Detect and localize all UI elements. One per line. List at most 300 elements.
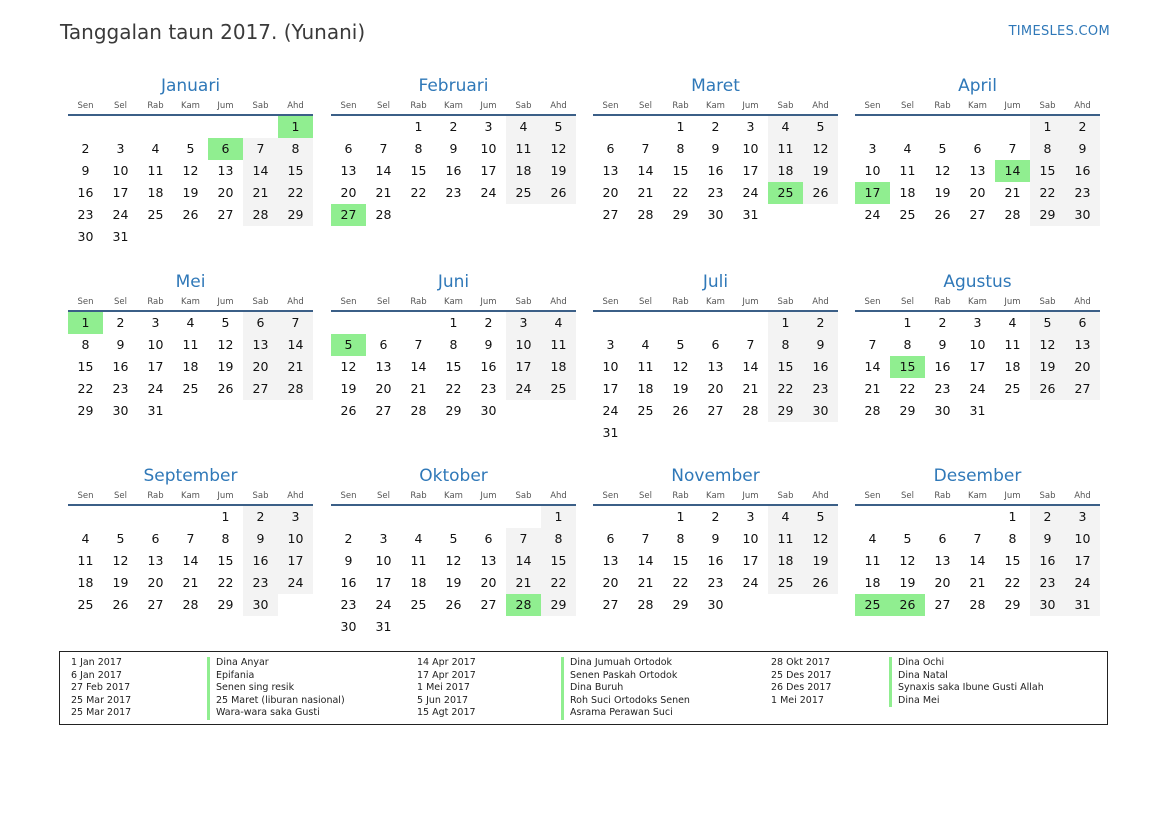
weekday-header: Kam <box>698 98 733 116</box>
weekday-header: Sen <box>855 294 890 312</box>
day-cell: 7 <box>414 337 423 352</box>
day-cell: 25 <box>768 572 803 594</box>
weekday-header: Kam <box>960 488 995 506</box>
day-cell: 9 <box>243 528 278 550</box>
day-cell: 1 <box>903 315 912 330</box>
day-cell: 23 <box>707 575 724 590</box>
empty-cell <box>890 506 925 528</box>
day-cell: 3 <box>116 141 125 156</box>
day-cell: 4 <box>768 506 803 528</box>
empty-cell <box>471 506 506 528</box>
day-cell: 23 <box>480 381 497 396</box>
day-cell: 29 <box>278 204 313 226</box>
day-cell: 6 <box>973 141 982 156</box>
day-cell: 21 <box>506 572 541 594</box>
day-cell: 29 <box>1004 597 1021 612</box>
weekday-header: Rab <box>663 294 698 312</box>
empty-cell <box>103 116 138 138</box>
day-cell: 6 <box>344 141 353 156</box>
month-name: November <box>671 466 760 486</box>
day-cell: 25 <box>637 403 654 418</box>
day-cell: 15 <box>768 356 803 378</box>
day-cell: 13 <box>934 553 951 568</box>
day-cell: 31 <box>112 229 129 244</box>
day-cell: 8 <box>676 531 685 546</box>
weekday-header: Ahd <box>541 488 576 506</box>
day-cell: 4 <box>151 141 160 156</box>
day-cell: 7 <box>379 141 388 156</box>
day-cell: 22 <box>672 575 689 590</box>
empty-cell <box>173 116 208 138</box>
day-cell: 2 <box>484 315 493 330</box>
day-cell: 21 <box>864 381 881 396</box>
weekday-header: Kam <box>173 98 208 116</box>
day-cell: 12 <box>803 138 838 160</box>
day-cell: 26 <box>340 403 357 418</box>
holiday-date: 17 Apr 2017 <box>417 669 476 681</box>
day-cell: 6 <box>243 312 278 334</box>
day-cell: 24 <box>602 403 619 418</box>
day-cell: 11 <box>182 337 199 352</box>
day-cell: 11 <box>77 553 94 568</box>
day-cell: 30 <box>1065 204 1100 226</box>
empty-cell <box>855 116 890 138</box>
day-cell: 15 <box>445 359 462 374</box>
holiday-name: Synaxis saka Ibune Gusti Allah <box>889 682 1044 695</box>
empty-cell <box>855 312 890 334</box>
weekday-header: Sel <box>890 294 925 312</box>
day-cell: 19 <box>217 359 234 374</box>
month-days-grid <box>855 488 1100 616</box>
day-cell: 22 <box>410 185 427 200</box>
day-cell: 13 <box>243 334 278 356</box>
empty-cell <box>331 506 366 528</box>
day-cell: 23 <box>340 597 357 612</box>
empty-cell <box>593 506 628 528</box>
day-cell: 30 <box>243 594 278 616</box>
day-cell: 26 <box>672 403 689 418</box>
day-cell: 14 <box>243 160 278 182</box>
weekday-header: Jum <box>471 98 506 116</box>
day-cell-holiday: 17 <box>855 182 890 204</box>
day-cell: 23 <box>77 207 94 222</box>
holiday-name: Dina Natal <box>889 670 1044 683</box>
weekday-header: Rab <box>401 488 436 506</box>
day-cell: 1 <box>676 509 685 524</box>
weekday-header: Jum <box>208 488 243 506</box>
month-desember <box>855 465 1100 616</box>
day-cell: 9 <box>81 163 90 178</box>
day-cell: 7 <box>746 337 755 352</box>
month-name: Juni <box>437 272 470 292</box>
empty-cell <box>960 116 995 138</box>
day-cell: 22 <box>672 185 689 200</box>
day-cell: 7 <box>186 531 195 546</box>
month-name: Desember <box>933 466 1022 486</box>
day-cell: 24 <box>742 575 759 590</box>
month-days-grid <box>593 294 838 444</box>
empty-cell <box>68 116 103 138</box>
day-cell: 16 <box>480 359 497 374</box>
day-cell-holiday: 1 <box>278 116 313 138</box>
day-cell: 15 <box>1004 553 1021 568</box>
holiday-names-column-3 <box>889 657 1044 707</box>
day-cell: 14 <box>278 334 313 356</box>
weekday-header: Sab <box>768 294 803 312</box>
day-cell-holiday: 25 <box>768 182 803 204</box>
day-cell: 12 <box>899 553 916 568</box>
month-september <box>68 465 313 616</box>
day-cell-holiday: 5 <box>331 334 366 356</box>
empty-cell <box>506 506 541 528</box>
day-cell: 28 <box>410 403 427 418</box>
weekday-header: Rab <box>663 98 698 116</box>
empty-cell <box>331 312 366 334</box>
day-cell: 19 <box>672 381 689 396</box>
day-cell: 4 <box>641 337 650 352</box>
weekday-header: Rab <box>138 294 173 312</box>
day-cell: 23 <box>707 185 724 200</box>
weekday-header: Rab <box>401 294 436 312</box>
day-cell: 20 <box>969 185 986 200</box>
day-cell: 24 <box>112 207 129 222</box>
day-cell: 8 <box>768 334 803 356</box>
day-cell: 13 <box>340 163 357 178</box>
day-cell: 8 <box>676 141 685 156</box>
day-cell-holiday: 6 <box>208 138 243 160</box>
day-cell: 1 <box>414 119 423 134</box>
weekday-header: Rab <box>663 488 698 506</box>
day-cell: 3 <box>606 337 615 352</box>
holiday-name: Dina Jumuah Ortodok <box>561 657 690 670</box>
day-cell: 9 <box>803 334 838 356</box>
day-cell: 7 <box>973 531 982 546</box>
day-cell: 9 <box>938 337 947 352</box>
day-cell: 18 <box>77 575 94 590</box>
day-cell: 12 <box>182 163 199 178</box>
day-cell: 11 <box>147 163 164 178</box>
day-cell: 27 <box>480 597 497 612</box>
weekday-header: Sel <box>366 98 401 116</box>
day-cell: 29 <box>217 597 234 612</box>
weekday-header: Sab <box>243 294 278 312</box>
day-cell: 16 <box>340 575 357 590</box>
weekday-header: Sel <box>366 294 401 312</box>
day-cell: 16 <box>803 356 838 378</box>
weekday-header: Ahd <box>803 488 838 506</box>
day-cell: 16 <box>934 359 951 374</box>
empty-cell <box>436 506 471 528</box>
day-cell: 10 <box>506 334 541 356</box>
day-cell: 29 <box>1030 204 1065 226</box>
month-name: Juli <box>702 272 729 292</box>
weekday-header: Sel <box>103 98 138 116</box>
day-cell: 30 <box>707 597 724 612</box>
day-cell: 9 <box>116 337 125 352</box>
day-cell: 29 <box>899 403 916 418</box>
day-cell: 27 <box>375 403 392 418</box>
weekday-header: Ahd <box>278 98 313 116</box>
day-cell: 8 <box>221 531 230 546</box>
holiday-name: Dina Ochi <box>889 657 1044 670</box>
day-cell: 23 <box>112 381 129 396</box>
empty-cell <box>243 116 278 138</box>
day-cell: 10 <box>864 163 881 178</box>
day-cell: 2 <box>449 119 458 134</box>
weekday-header: Sab <box>506 294 541 312</box>
empty-cell <box>366 312 401 334</box>
day-cell: 11 <box>410 553 427 568</box>
weekday-header: Jum <box>471 294 506 312</box>
day-cell: 15 <box>1030 160 1065 182</box>
day-cell: 28 <box>637 207 654 222</box>
month-days-grid <box>331 488 576 638</box>
site-link[interactable]: TIMESLES.COM <box>1008 24 1110 39</box>
day-cell: 19 <box>340 381 357 396</box>
weekday-header: Sel <box>628 294 663 312</box>
day-cell: 4 <box>541 312 576 334</box>
day-cell: 9 <box>711 141 720 156</box>
day-cell: 12 <box>672 359 689 374</box>
day-cell: 4 <box>506 116 541 138</box>
day-cell: 18 <box>637 381 654 396</box>
empty-cell <box>698 312 733 334</box>
day-cell: 18 <box>147 185 164 200</box>
weekday-header: Sen <box>855 488 890 506</box>
month-januari <box>68 75 313 248</box>
day-cell: 10 <box>147 337 164 352</box>
day-cell: 2 <box>1030 506 1065 528</box>
day-cell: 23 <box>445 185 462 200</box>
day-cell: 17 <box>969 359 986 374</box>
page-title: Tanggalan taun 2017. (Yunani) <box>60 20 366 44</box>
day-cell: 7 <box>278 312 313 334</box>
day-cell: 15 <box>217 553 234 568</box>
day-cell: 19 <box>803 550 838 572</box>
day-cell: 3 <box>1065 506 1100 528</box>
day-cell: 21 <box>1004 185 1021 200</box>
day-cell: 25 <box>899 207 916 222</box>
day-cell: 13 <box>602 163 619 178</box>
weekday-header: Sen <box>68 488 103 506</box>
day-cell: 2 <box>803 312 838 334</box>
holiday-name: 25 Maret (liburan nasional) <box>207 695 345 708</box>
weekday-header: Sel <box>890 488 925 506</box>
day-cell: 28 <box>969 597 986 612</box>
weekday-header: Sel <box>366 488 401 506</box>
month-name: Januari <box>160 76 221 96</box>
day-cell: 18 <box>410 575 427 590</box>
day-cell: 12 <box>340 359 357 374</box>
holiday-date: 15 Agt 2017 <box>417 707 476 719</box>
day-cell: 31 <box>969 403 986 418</box>
weekday-header: Ahd <box>803 98 838 116</box>
month-juni <box>331 271 576 422</box>
weekday-header: Sen <box>855 98 890 116</box>
day-cell: 5 <box>186 141 195 156</box>
day-cell: 23 <box>803 378 838 400</box>
day-cell: 29 <box>672 597 689 612</box>
day-cell: 22 <box>1030 182 1065 204</box>
day-cell-holiday: 26 <box>890 594 925 616</box>
day-cell: 31 <box>602 425 619 440</box>
weekday-header: Ahd <box>278 294 313 312</box>
holiday-names-column-1 <box>207 657 345 720</box>
day-cell: 7 <box>506 528 541 550</box>
day-cell: 27 <box>707 403 724 418</box>
day-cell: 18 <box>768 550 803 572</box>
day-cell: 7 <box>243 138 278 160</box>
day-cell: 8 <box>81 337 90 352</box>
day-cell: 12 <box>112 553 129 568</box>
weekday-header: Kam <box>436 488 471 506</box>
empty-cell <box>628 312 663 334</box>
day-cell: 31 <box>375 619 392 634</box>
weekday-header: Jum <box>995 98 1030 116</box>
empty-cell <box>628 116 663 138</box>
holiday-date: 1 Jan 2017 <box>71 657 122 668</box>
day-cell: 4 <box>186 315 195 330</box>
day-cell: 1 <box>449 315 458 330</box>
empty-cell <box>925 506 960 528</box>
month-name: Februari <box>418 76 489 96</box>
day-cell: 4 <box>768 116 803 138</box>
day-cell: 26 <box>541 182 576 204</box>
day-cell: 14 <box>864 359 881 374</box>
day-cell: 7 <box>641 141 650 156</box>
day-cell: 12 <box>803 528 838 550</box>
day-cell: 27 <box>1065 378 1100 400</box>
day-cell: 13 <box>217 163 234 178</box>
day-cell: 24 <box>480 185 497 200</box>
weekday-header: Kam <box>436 98 471 116</box>
day-cell: 12 <box>445 553 462 568</box>
day-cell: 14 <box>182 553 199 568</box>
day-cell: 28 <box>637 597 654 612</box>
holiday-dates-column-3 <box>771 657 831 707</box>
day-cell: 24 <box>147 381 164 396</box>
empty-cell <box>628 506 663 528</box>
day-cell: 26 <box>217 381 234 396</box>
day-cell: 8 <box>414 141 423 156</box>
day-cell: 23 <box>1030 572 1065 594</box>
day-cell: 10 <box>375 553 392 568</box>
empty-cell <box>138 506 173 528</box>
day-cell: 9 <box>1065 138 1100 160</box>
day-cell: 30 <box>934 403 951 418</box>
month-name: Mei <box>175 272 206 292</box>
day-cell: 10 <box>480 141 497 156</box>
empty-cell <box>401 506 436 528</box>
empty-cell <box>925 116 960 138</box>
day-cell: 3 <box>746 119 755 134</box>
day-cell: 22 <box>768 378 803 400</box>
day-cell: 18 <box>1004 359 1021 374</box>
day-cell: 18 <box>864 575 881 590</box>
day-cell: 2 <box>1065 116 1100 138</box>
day-cell: 20 <box>147 575 164 590</box>
month-days-grid <box>68 488 313 616</box>
weekday-header: Kam <box>698 294 733 312</box>
weekday-header: Sab <box>1030 294 1065 312</box>
day-cell: 20 <box>243 356 278 378</box>
day-cell: 11 <box>899 163 916 178</box>
day-cell-holiday: 1 <box>68 312 103 334</box>
day-cell: 29 <box>445 403 462 418</box>
day-cell: 26 <box>934 207 951 222</box>
holiday-date: 1 Mei 2017 <box>417 682 470 694</box>
day-cell: 3 <box>973 315 982 330</box>
weekday-header: Kam <box>698 488 733 506</box>
day-cell: 18 <box>768 160 803 182</box>
day-cell: 10 <box>969 337 986 352</box>
day-cell: 24 <box>375 597 392 612</box>
day-cell: 14 <box>969 553 986 568</box>
day-cell: 21 <box>637 575 654 590</box>
day-cell: 10 <box>278 528 313 550</box>
month-days-grid <box>593 488 838 616</box>
weekday-header: Sab <box>1030 98 1065 116</box>
day-cell: 14 <box>506 550 541 572</box>
day-cell: 19 <box>445 575 462 590</box>
day-cell: 1 <box>768 312 803 334</box>
day-cell: 6 <box>1065 312 1100 334</box>
day-cell: 23 <box>934 381 951 396</box>
day-cell: 2 <box>938 315 947 330</box>
day-cell-holiday: 25 <box>855 594 890 616</box>
day-cell: 31 <box>147 403 164 418</box>
day-cell: 2 <box>81 141 90 156</box>
holiday-date: 25 Mar 2017 <box>71 707 132 719</box>
day-cell: 18 <box>541 356 576 378</box>
holiday-name: Wara-wara saka Gusti <box>207 707 345 720</box>
holiday-name: Senen sing resik <box>207 682 345 695</box>
weekday-header: Jum <box>733 488 768 506</box>
day-cell: 28 <box>742 403 759 418</box>
day-cell: 8 <box>449 337 458 352</box>
day-cell: 16 <box>112 359 129 374</box>
holiday-name: Roh Suci Ortodoks Senen <box>561 695 690 708</box>
day-cell: 31 <box>742 207 759 222</box>
day-cell: 20 <box>375 381 392 396</box>
day-cell: 17 <box>602 381 619 396</box>
day-cell: 25 <box>147 207 164 222</box>
weekday-header: Jum <box>208 98 243 116</box>
weekday-header: Sab <box>506 488 541 506</box>
weekday-header: Jum <box>733 98 768 116</box>
month-days-grid <box>68 294 313 422</box>
day-cell: 15 <box>672 553 689 568</box>
weekday-header: Sel <box>628 488 663 506</box>
day-cell: 25 <box>77 597 94 612</box>
day-cell: 17 <box>278 550 313 572</box>
weekday-header: Rab <box>925 98 960 116</box>
day-cell: 10 <box>742 531 759 546</box>
day-cell: 3 <box>746 509 755 524</box>
day-cell: 27 <box>147 597 164 612</box>
day-cell: 6 <box>711 337 720 352</box>
day-cell: 18 <box>506 160 541 182</box>
weekday-header: Ahd <box>541 98 576 116</box>
day-cell: 11 <box>768 528 803 550</box>
day-cell: 25 <box>182 381 199 396</box>
weekday-header: Sab <box>506 98 541 116</box>
day-cell: 2 <box>711 119 720 134</box>
month-juli <box>593 271 838 444</box>
day-cell: 4 <box>903 141 912 156</box>
day-cell: 21 <box>278 356 313 378</box>
empty-cell <box>138 116 173 138</box>
